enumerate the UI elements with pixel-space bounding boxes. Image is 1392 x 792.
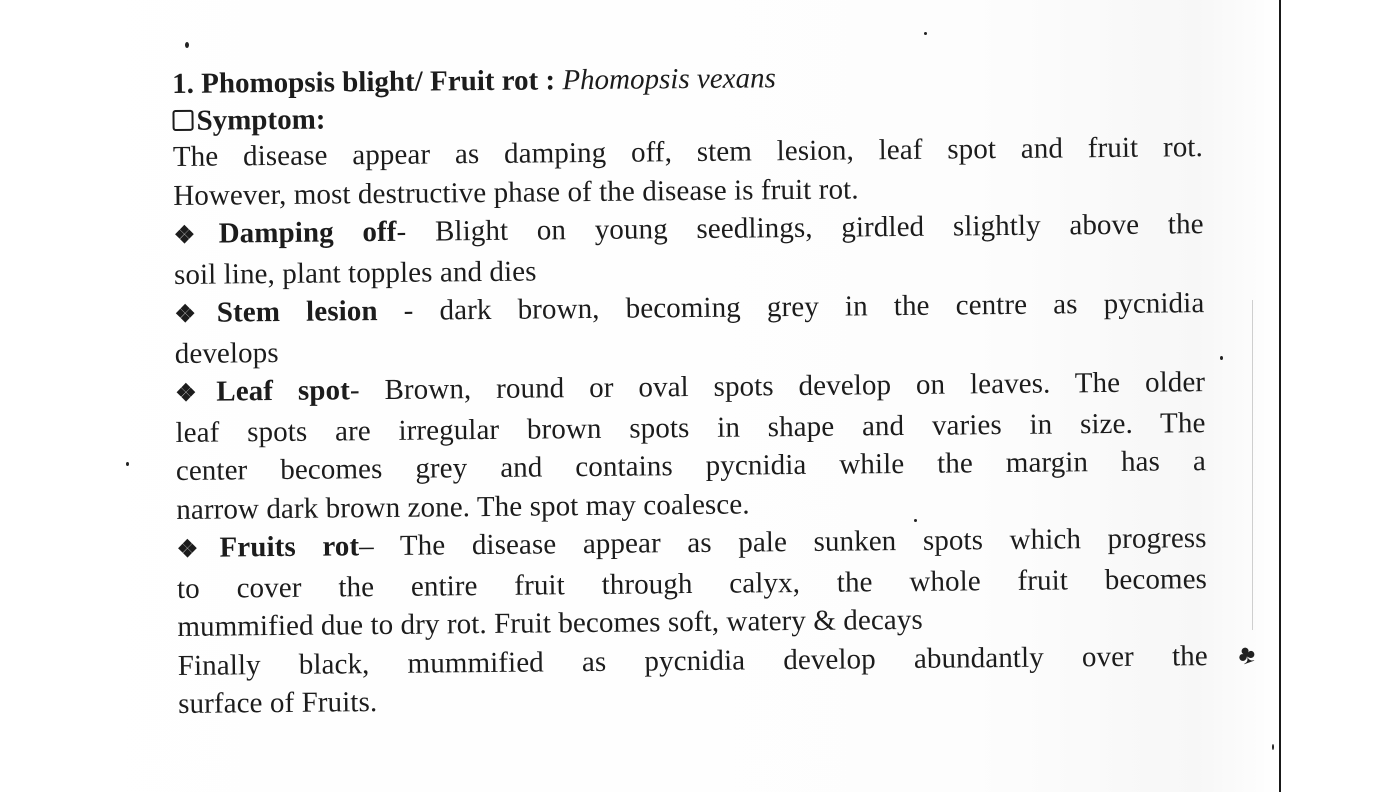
damping-off-text: Blight on young seedlings, girdled slightly above the — [434, 208, 1204, 248]
intro-line: The disease appear as damping off, stem lesion, leaf spot and fruit rot. — [172, 131, 1203, 173]
page-edge-shadow — [1252, 300, 1253, 630]
fruit-rot-text: The disease appear as pale sunken spots which progress — [399, 522, 1207, 562]
ink-speck — [924, 32, 927, 35]
leaf-spot-text: Brown, round or oval spots develop on leaves. The older — [384, 366, 1206, 406]
intro-line: However, most destructive phase of the disease is fruit rot. — [173, 172, 859, 212]
checkbox-icon — [172, 110, 193, 131]
leaf-spot-line: narrow dark brown zone. The spot may coalesce. — [176, 487, 750, 526]
damping-off-term: Damping off — [218, 215, 397, 250]
fruit-rot-line: Finally black, mummified as pycnidia develop abundantly over the — [177, 639, 1208, 682]
bullet-icon: ❖ — [176, 536, 218, 563]
leaf-spot-line: center becomes grey and contains pycnidia while the margin has a — [175, 445, 1207, 487]
fruit-rot-term: Fruits rot — [219, 530, 360, 564]
term-separator: – — [359, 529, 401, 563]
stem-lesion-text: dark brown, becoming grey in the centre as pycnidia — [439, 287, 1205, 327]
stem-lesion-term: Stem lesion — [216, 295, 378, 329]
title-pathogen: Phomopsis vexans — [562, 62, 776, 97]
title-number: 1. — [172, 67, 195, 100]
leaf-spot-term: Leaf spot — [216, 374, 351, 408]
ink-speck — [1220, 356, 1223, 360]
page-edge-line — [1279, 0, 1281, 792]
term-separator: - — [377, 294, 440, 328]
fruit-rot-line: surface of Fruits. — [177, 686, 378, 720]
ink-speck — [126, 462, 129, 466]
document-body — [172, 54, 1208, 723]
fruit-rot-line: to cover the entire fruit through calyx, the whole fruit becomes — [176, 562, 1208, 605]
ink-speck — [1272, 744, 1274, 750]
leaf-spot-line: leaf spots are irregular brown spots in shape and varies in size. The — [175, 406, 1206, 449]
damping-off-line: soil line, plant topples and dies — [173, 255, 537, 291]
bullet-icon: ❖ — [173, 222, 217, 249]
term-separator: - — [396, 215, 436, 248]
margin-mark-icon: ♣ — [1233, 637, 1260, 672]
title-disease: Phomopsis blight/ Fruit rot : — [201, 64, 556, 100]
term-separator: - — [349, 373, 385, 407]
stem-lesion-line: develops — [174, 336, 279, 370]
bullet-icon: ❖ — [174, 301, 215, 328]
ink-speck — [185, 42, 189, 48]
bullet-icon: ❖ — [175, 380, 215, 407]
symptom-heading-label: Symptom: — [196, 103, 326, 137]
fruit-rot-line: mummified due to dry rot. Fruit becomes soft, watery & decays — [177, 603, 923, 643]
